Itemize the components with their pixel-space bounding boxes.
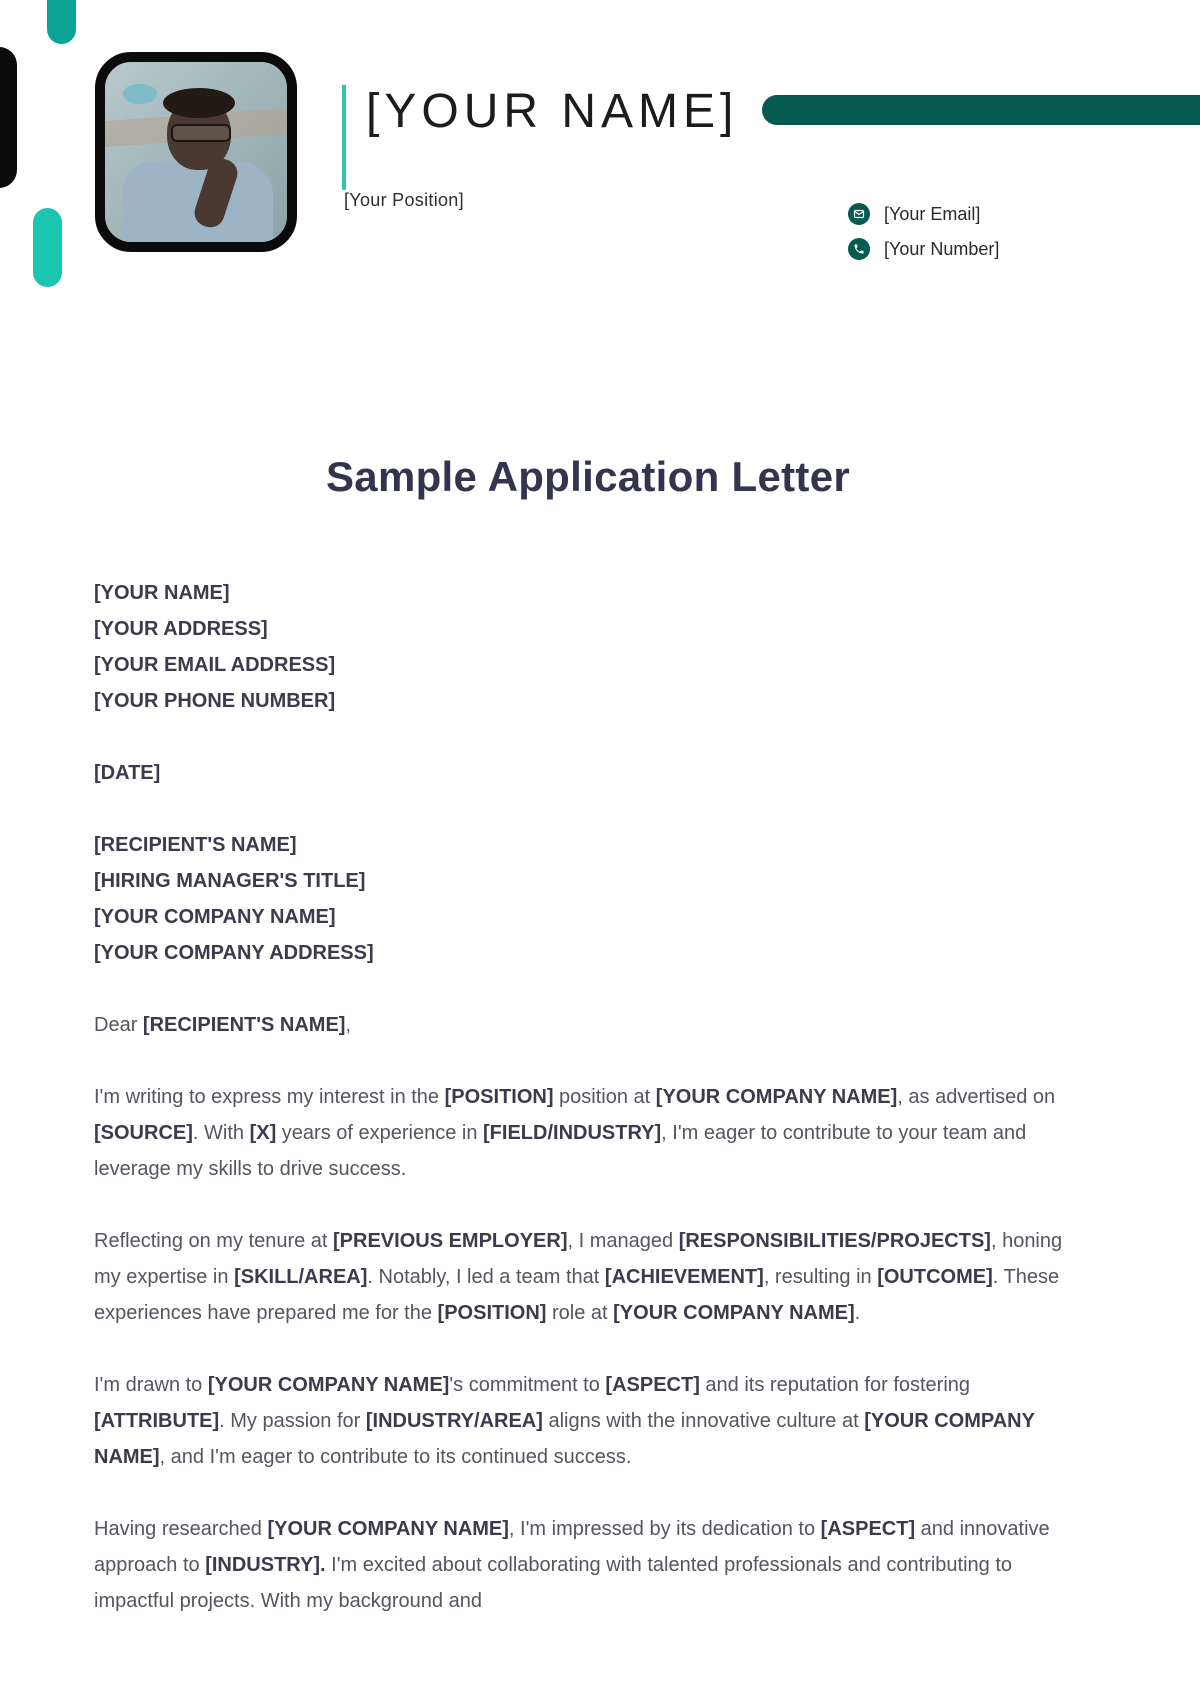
decor-teal-pill-bottom <box>33 208 62 287</box>
contact-email-row <box>848 203 999 225</box>
sender-block <box>94 575 1082 719</box>
salutation-line: Dear [RECIPIENT'S NAME], <box>94 1014 352 1036</box>
photo-background-detail <box>123 84 157 104</box>
text-line: [YOUR PHONE NUMBER] <box>94 690 336 712</box>
photo-person-hair <box>163 88 235 118</box>
person-position: [Your Position] <box>344 190 464 210</box>
header-teal-bar <box>762 95 1200 125</box>
text-line: [YOUR ADDRESS] <box>94 618 268 640</box>
contact-block <box>848 203 999 260</box>
letter-paragraphs <box>94 1079 1082 1619</box>
person-name: [YOUR NAME] <box>366 85 739 138</box>
letter-body <box>94 453 1082 1619</box>
phone-icon <box>848 238 870 260</box>
email-icon <box>848 203 870 225</box>
contact-phone-row <box>848 238 999 260</box>
name-accent-line <box>342 85 346 190</box>
text-line: [RECIPIENT'S NAME] <box>94 834 297 856</box>
letter-paragraph: I'm drawn to [YOUR COMPANY NAME]'s commitment to [ASPECT] and its reputation for fostering [ATTRIBUTE]. My passion for [INDUSTRY/AREA] aligns with the innovative culture at [YOUR COMPANY NAME], and I'm eager to contribute to its continued success. <box>94 1374 1035 1468</box>
date-block <box>94 755 1082 791</box>
text-line: [HIRING MANAGER'S TITLE] <box>94 870 366 892</box>
recipient-block <box>94 827 1082 971</box>
date-line: [DATE] <box>94 762 161 784</box>
decor-black-tab-left <box>0 47 17 188</box>
text-line: [YOUR COMPANY NAME] <box>94 906 336 928</box>
photo-person-glasses <box>171 124 231 142</box>
text-line: [YOUR EMAIL ADDRESS] <box>94 654 336 676</box>
profile-photo <box>95 52 297 252</box>
text-line: [YOUR NAME] <box>94 582 230 604</box>
letter-title: Sample Application Letter <box>325 453 851 500</box>
letter-paragraph: I'm writing to express my interest in the [POSITION] position at [YOUR COMPANY NAME], as advertised on [SOURCE]. With [X] years of experience in [FIELD/INDUSTRY], I'm eager to contribute to your team and leverage my skills to drive success. <box>94 1086 1056 1180</box>
decor-teal-pill-top <box>47 0 76 44</box>
text-line: [YOUR COMPANY ADDRESS] <box>94 942 374 964</box>
letter-paragraph: Having researched [YOUR COMPANY NAME], I'm impressed by its dedication to [ASPECT] and innovative approach to [INDUSTRY]. I'm excited about collaborating with talented professionals and contributing to impactful projects. With my background and <box>94 1518 1050 1612</box>
letter-paragraph: Reflecting on my tenure at [PREVIOUS EMPLOYER], I managed [RESPONSIBILITIES/PROJECTS], honing my expertise in [SKILL/AREA]. Notably, I led a team that [ACHIEVEMENT], resulting in [OUTCOME]. These experiences have prepared me for the [POSITION] role at [YOUR COMPANY NAME]. <box>94 1230 1063 1324</box>
contact-email-label: [Your Email] <box>884 203 981 224</box>
contact-phone-label: [Your Number] <box>884 238 1000 259</box>
